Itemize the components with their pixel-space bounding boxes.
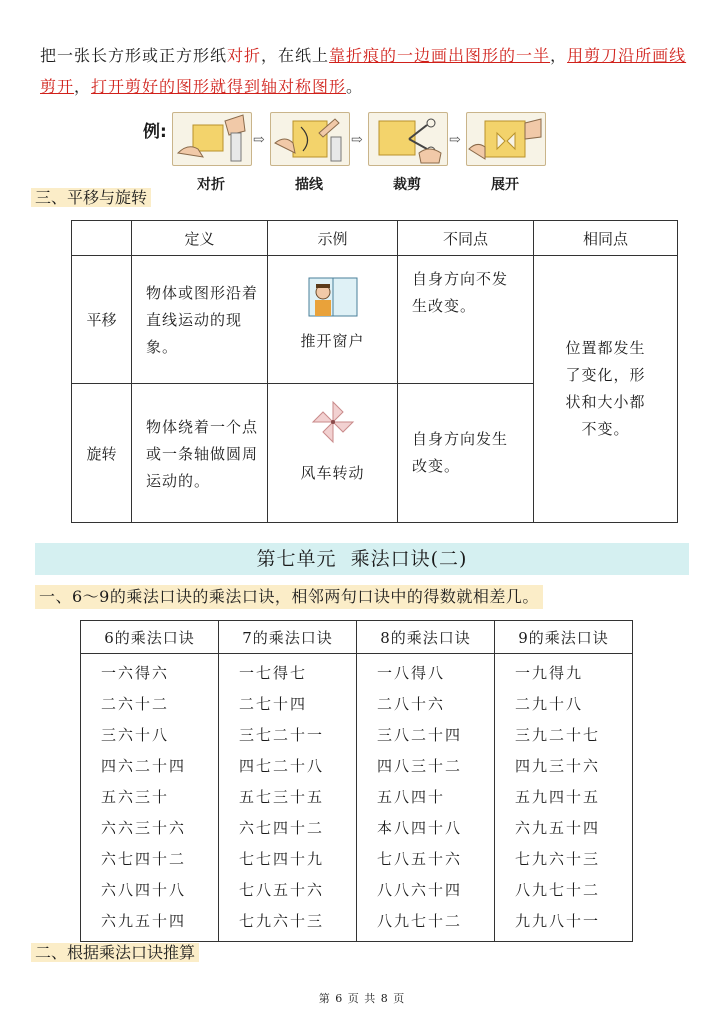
rhyme-cell: 一六得六 [81, 654, 219, 689]
unfold-paper-icon [466, 112, 546, 166]
rhyme-cell: 七九六十三 [219, 905, 357, 942]
rhyme-cell: 四六二十四 [81, 750, 219, 781]
example-steps [140, 112, 560, 202]
fold-paper-icon [172, 112, 252, 166]
step-caption-cut: 裁剪 [393, 177, 421, 193]
rhyme-cell: 三八二十四 [357, 719, 495, 750]
rhyme-cell: 六九五十四 [81, 905, 219, 942]
example-label: 例: [143, 122, 167, 142]
table-header-cell: 示例 [268, 221, 398, 256]
scissors-cut-icon [368, 112, 448, 166]
rhyme-cell: 七七四十九 [219, 843, 357, 874]
example-caption-translation: 推开窗户 [300, 332, 365, 350]
example-rotation [268, 384, 398, 523]
rhyme-cell: 九九八十一 [495, 905, 633, 942]
table-row [81, 688, 633, 719]
table-row [81, 843, 633, 874]
definition-rotation: 物体绕着一个点或一条轴做圆周运动的。 [132, 384, 268, 523]
definition-translation: 物体或图形沿着直线运动的现象。 [132, 256, 268, 384]
table-row [72, 256, 678, 384]
pinwheel-icon [269, 398, 396, 446]
table-row [81, 905, 633, 942]
unit-title-bar [35, 543, 689, 575]
example-translation [268, 256, 398, 384]
table-row [81, 812, 633, 843]
row-name-rotation: 旋转 [72, 384, 132, 523]
intro-text-9: 。 [346, 77, 364, 96]
step-caption-draw: 描线 [295, 177, 323, 193]
rhyme-cell: 八九七十二 [495, 874, 633, 905]
row-name-translation: 平移 [72, 256, 132, 384]
table-row [81, 719, 633, 750]
table-header-cell: 相同点 [534, 221, 678, 256]
rhyme-cell: 四九三十六 [495, 750, 633, 781]
example-caption-rotation: 风车转动 [300, 464, 365, 482]
table-row [81, 781, 633, 812]
rhyme-cell: 一七得七 [219, 654, 357, 689]
rhyme-cell: 二七十四 [219, 688, 357, 719]
translation-rotation-table [71, 220, 678, 523]
section-two-title-text: 二、根据乘法口诀推算 [31, 943, 199, 962]
rhyme-cell: 二六十二 [81, 688, 219, 719]
rhyme-cell: 五九四十五 [495, 781, 633, 812]
intro-text-open: 打开剪好的图形就得到轴对称图形 [91, 77, 347, 96]
multiplication-rhymes-table [80, 620, 633, 942]
step-caption-fold: 对折 [197, 177, 225, 193]
rhyme-cell: 七八五十六 [357, 843, 495, 874]
table-header-cell: 定义 [132, 221, 268, 256]
intro-text-5: ， [550, 46, 568, 65]
section-two-title [31, 941, 199, 965]
rhyme-cell: 一九得九 [495, 654, 633, 689]
difference-rotation: 自身方向发生改变。 [398, 384, 534, 523]
unit-title: 第七单元 乘法口诀(二) [256, 548, 468, 570]
rhyme-cell: 七九六十三 [495, 843, 633, 874]
rhymes-header-row [81, 621, 633, 654]
table-row [81, 654, 633, 689]
rhyme-cell: 四八三十二 [357, 750, 495, 781]
rhyme-cell: 八八六十四 [357, 874, 495, 905]
rhymes-header-cell: 8的乘法口诀 [357, 621, 495, 654]
rhyme-cell: 六七四十二 [81, 843, 219, 874]
intro-text-cut: 用剪刀沿所画线剪开 [40, 46, 687, 96]
draw-line-icon [270, 112, 350, 166]
window-push-icon [269, 276, 396, 322]
table-header-cell: 不同点 [398, 221, 534, 256]
intro-text-crease: 靠折痕的一边画出图形的一半 [329, 46, 551, 65]
table-row [81, 874, 633, 905]
table-row [81, 750, 633, 781]
table-header-row [72, 221, 678, 256]
rhyme-cell: 二九十八 [495, 688, 633, 719]
common-points [534, 256, 678, 523]
intro-text-3: ，在纸上 [261, 46, 330, 65]
page-number: 第 6 页 共 8 页 [318, 992, 406, 1005]
rhyme-cell: 六八四十八 [81, 874, 219, 905]
intro-text-1: 把一张长方形或正方形纸 [40, 46, 228, 65]
rhyme-cell: 七八五十六 [219, 874, 357, 905]
rhyme-cell: 六七四十二 [219, 812, 357, 843]
rhyme-cell: 四七二十八 [219, 750, 357, 781]
rhyme-cell: 一八得八 [357, 654, 495, 689]
common-points-text: 位置都发生了变化，形状和大小都不变。 [565, 339, 646, 438]
arrow-icon: ⇨ [449, 132, 461, 148]
rhyme-cell: 三九二十七 [495, 719, 633, 750]
rhyme-cell: 二八十六 [357, 688, 495, 719]
intro-text-7: ， [74, 77, 92, 96]
rhyme-cell: 本八四十八 [357, 812, 495, 843]
arrow-icon: ⇨ [351, 132, 363, 148]
rhyme-cell: 五八四十 [357, 781, 495, 812]
rhyme-cell: 六六三十六 [81, 812, 219, 843]
step-caption-unfold: 展开 [491, 177, 519, 193]
section-three-title [31, 186, 151, 210]
section-one-title: 一、6～9的乘法口诀的乘法口诀，相邻两句口诀中的得数就相差几。 [35, 585, 543, 609]
rhyme-cell: 五七三十五 [219, 781, 357, 812]
section-three-title-text: 三、平移与旋转 [31, 188, 151, 207]
arrow-icon: ⇨ [253, 132, 265, 148]
rhyme-cell: 八九七十二 [357, 905, 495, 942]
rhymes-header-cell: 7的乘法口诀 [219, 621, 357, 654]
rhyme-cell: 三七二十一 [219, 719, 357, 750]
rhymes-header-cell: 6的乘法口诀 [81, 621, 219, 654]
rhyme-cell: 六九五十四 [495, 812, 633, 843]
difference-translation: 自身方向不发生改变。 [398, 256, 534, 384]
rhyme-cell: 五六三十 [81, 781, 219, 812]
table-header-cell [72, 221, 132, 256]
intro-text-fold: 对折 [227, 46, 262, 65]
rhymes-header-cell: 9的乘法口诀 [495, 621, 633, 654]
intro-paragraph [40, 40, 690, 102]
rhyme-cell: 三六十八 [81, 719, 219, 750]
